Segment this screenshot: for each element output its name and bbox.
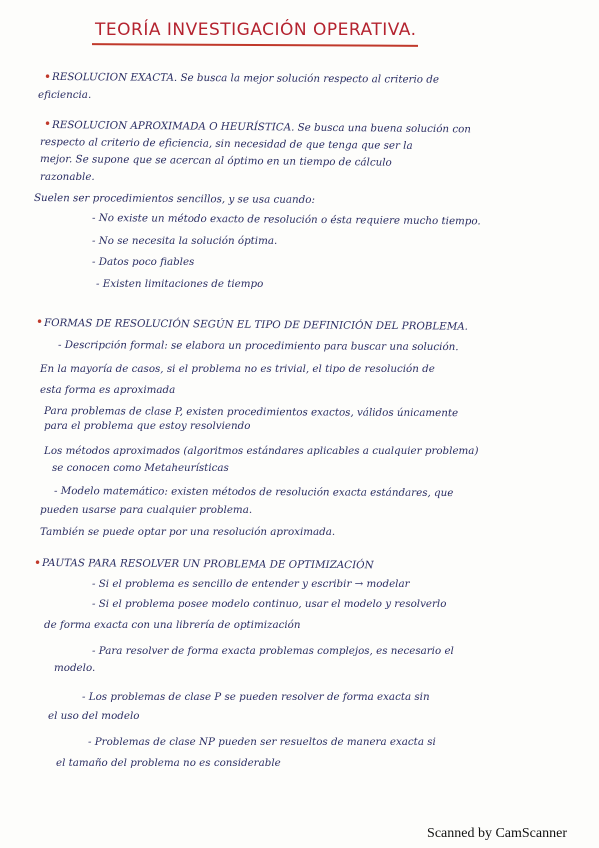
text-line: - Problemas de clase NP pueden ser resueltos de manera exacta si (88, 736, 436, 748)
text-line: se conocen como Metaheurísticas (52, 462, 229, 474)
text-line: - Modelo matemático: existen métodos de resolución exacta estándares, que (53, 485, 454, 500)
text-line: eficiencia. (38, 89, 92, 101)
title-underline (92, 43, 418, 47)
text-line: Para problemas de clase P, existen procedimientos exactos, válidos únicamente (43, 405, 459, 420)
bullet-mark: • (44, 70, 52, 84)
text-line: También se puede optar por una resolución aproximada. (40, 526, 336, 538)
text-line: - No se necesita la solución óptima. (92, 235, 278, 247)
camscanner-watermark: Scanned by CamScanner (427, 826, 567, 841)
text-line: Suelen ser procedimientos sencillos, y se usa cuando: (33, 192, 316, 206)
text-line: el uso del modelo (48, 710, 140, 722)
text-line: pueden usarse para cualquier problema. (40, 504, 253, 516)
text-line: - Existen limitaciones de tiempo (96, 278, 264, 290)
text-line: el tamaño del problema no es considerable (56, 757, 281, 769)
text-line: - Si el problema es sencillo de entender y escribir → modelar (92, 578, 410, 590)
text-line: En la mayoría de casos, si el problema no es trivial, el tipo de resolución de (40, 363, 435, 375)
text-line: - Los problemas de clase P se pueden resolver de forma exacta sin (82, 691, 430, 703)
text-line: - No existe un método exacto de resolución o ésta requiere mucho tiempo. (91, 212, 481, 228)
page-title: TEORÍA INVESTIGACIÓN OPERATIVA. (95, 20, 417, 40)
text-line: - Datos poco fiables (92, 256, 195, 268)
text-line: Los métodos aproximados (algoritmos estándares aplicables a cualquier problema) (44, 445, 479, 457)
text-line: RESOLUCION EXACTA. Se busca la mejor solución respecto al criterio de (51, 71, 439, 86)
text-line: PAUTAS PARA RESOLVER UN PROBLEMA DE OPTIMIZACIÓN (41, 557, 374, 572)
text-line: respecto al criterio de eficiencia, sin necesidad de que tenga que ser la (39, 136, 413, 152)
bullet-mark: • (44, 117, 52, 131)
text-line: - Si el problema posee modelo continuo, usar el modelo y resolverlo (92, 598, 447, 610)
text-line: razonable. (40, 171, 95, 183)
text-line: RESOLUCION APROXIMADA O HEURÍSTICA. Se busca una buena solución con (51, 119, 472, 136)
text-line: FORMAS DE RESOLUCIÓN SEGÚN EL TIPO DE DEFINICIÓN DEL PROBLEMA. (43, 317, 469, 333)
text-line: modelo. (54, 662, 96, 674)
text-line: - Descripción formal: se elabora un procedimiento para buscar una solución. (57, 339, 459, 354)
bullet-mark: • (34, 556, 42, 570)
text-line: esta forma es aproximada (40, 384, 176, 396)
bullet-mark: • (36, 315, 44, 329)
text-line: mejor. Se supone que se acercan al óptimo en un tiempo de cálculo (39, 153, 392, 169)
text-line: - Para resolver de forma exacta problemas complejos, es necesario el (92, 645, 454, 657)
text-line: de forma exacta con una librería de optimización (44, 619, 301, 631)
text-line: para el problema que estoy resolviendo (44, 420, 251, 432)
